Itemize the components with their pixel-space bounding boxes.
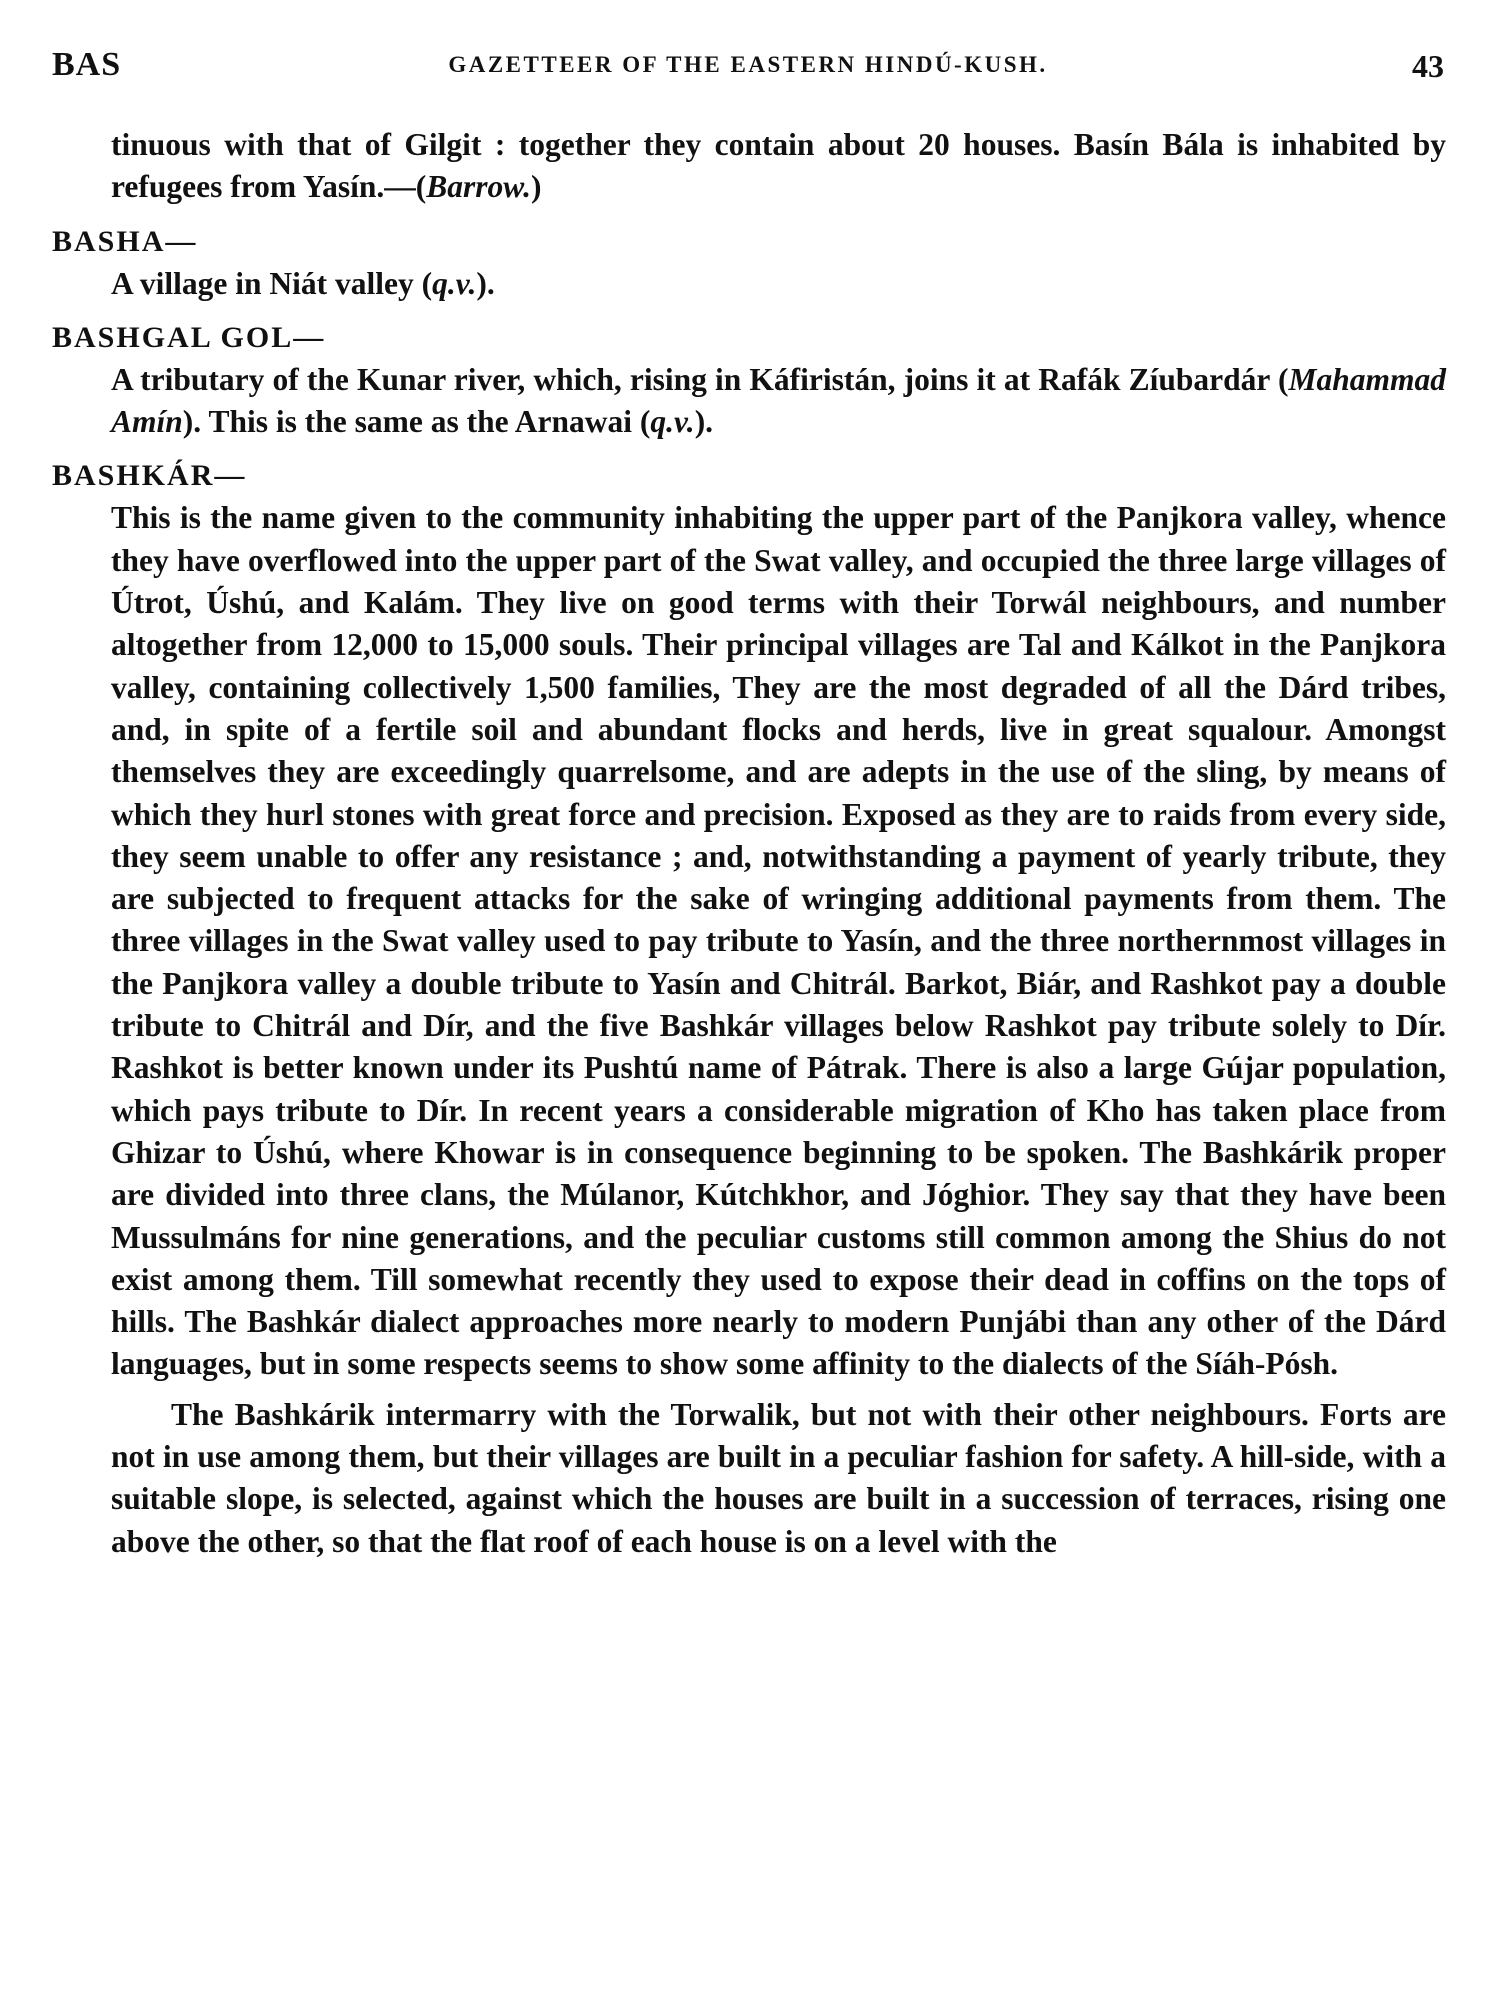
continuation-text: tinuous with that of Gilgit : together they contain about 20 houses. Basín Bála is inhabited by refugees from Yasín.—( bbox=[111, 127, 1446, 205]
page-number: 43 bbox=[1412, 48, 1444, 84]
running-header bbox=[52, 46, 1444, 96]
entry-heading-bashgal-gol: BASHGAL GOL— bbox=[52, 320, 326, 354]
entry-text-basha bbox=[52, 263, 1446, 305]
bashkar-paragraph-2: The Bashkárik intermarry with the Torwalik, but not with their other neighbours. Forts are not in use among them, but their villages are built in a peculiar fashion for safety. A hill-side, with a suitable slope, is selected, against which the houses are built in a succession of terraces, rising one above the other, so that the flat roof of each house is on a level with the bbox=[111, 1396, 1446, 1559]
continuation-source: Barrow. bbox=[426, 169, 531, 205]
entry-heading-basha: BASHA— bbox=[52, 224, 198, 258]
running-head-title: GAZETTEER OF THE EASTERN HINDÚ-KUSH. bbox=[448, 52, 1048, 77]
bashgal-text-end: ). bbox=[694, 404, 714, 440]
basha-reference: q.v. bbox=[432, 265, 477, 301]
running-head-section: BAS bbox=[52, 46, 122, 83]
entry-heading-bashkar: BASHKÁR— bbox=[52, 459, 247, 493]
bashgal-text: A tributary of the Kunar river, which, rising in Káfiristán, joins it at Rafák Zíubardár ( bbox=[111, 361, 1289, 397]
bashgal-source: Mahammad Amín bbox=[111, 361, 1446, 440]
basha-text: A village in Niát valley ( bbox=[111, 265, 433, 301]
bashkar-paragraph-1: This is the name given to the community inhabiting the upper part of the Panjkora valley, whence they have overflowed into the upper part of the Swat valley, and occupied the three large villages of Útrot, Úshú, and Kalám. They live on good terms with their Torwál neighbours, and number altogether from 12,000 to 15,000 souls. Their principal villages are Tal and Kálkot in the Panjkora valley, containing collectively 1,500 families, They are the most degraded of all the Dárd tribes, and, in spite of a fertile soil and abundant flocks and herds, live in great squalour. Amongst themselves they are exceedingly quarrelsome, and are adepts in the use of the sling, by means of which they hurl stones with great force and precision. Exposed as they are to raids from every side, they seem unable to offer any resistance ; and, notwithstanding a payment of yearly tribute, they are subjected to frequent attacks for the sake of wringing additional payments from them. The three villages in the Swat valley used to pay tribute to Yasín, and the three northernmost villages in the Panjkora valley a double tribute to Yasín and Chitrál. Barkot, Biár, and Rashkot pay a double tribute to Chitrál and Dír, and the five Bashkár villages below Rashkot pay tribute solely to Dír. Rashkot is better known under its Pushtú name of Pátrak. There is also a large Gújar population, which pays tribute to Dír. In recent years a considerable migration of Kho has taken place from Ghizar to Úshú, where Khowar is in consequence beginning to be spoken. The Bashkárik proper are divided into three clans, the Múlanor, Kútchkhor, and Jóghior. They say that they have been Mussulmáns for nine generations, and the peculiar customs still common among the Shius do not exist among them. Till somewhat recently they used to expose their dead in coffins on the tops of hills. The Bashkár dialect approaches more nearly to modern Punjábi than any other of the Dárd languages, but in some respects seems to show some affinity to the dialects of the Síáh-Pósh. bbox=[111, 500, 1446, 1382]
basha-text-end: ). bbox=[476, 265, 495, 301]
gazetteer-content bbox=[52, 124, 1446, 1563]
bashgal-reference: q.v. bbox=[650, 404, 695, 440]
continuation-paragraph bbox=[52, 124, 1446, 209]
entry-text-bashgal-gol bbox=[52, 359, 1446, 444]
bashgal-text-middle: ). This is the same as the Arnawai ( bbox=[182, 404, 651, 440]
continuation-end: ) bbox=[531, 169, 542, 205]
